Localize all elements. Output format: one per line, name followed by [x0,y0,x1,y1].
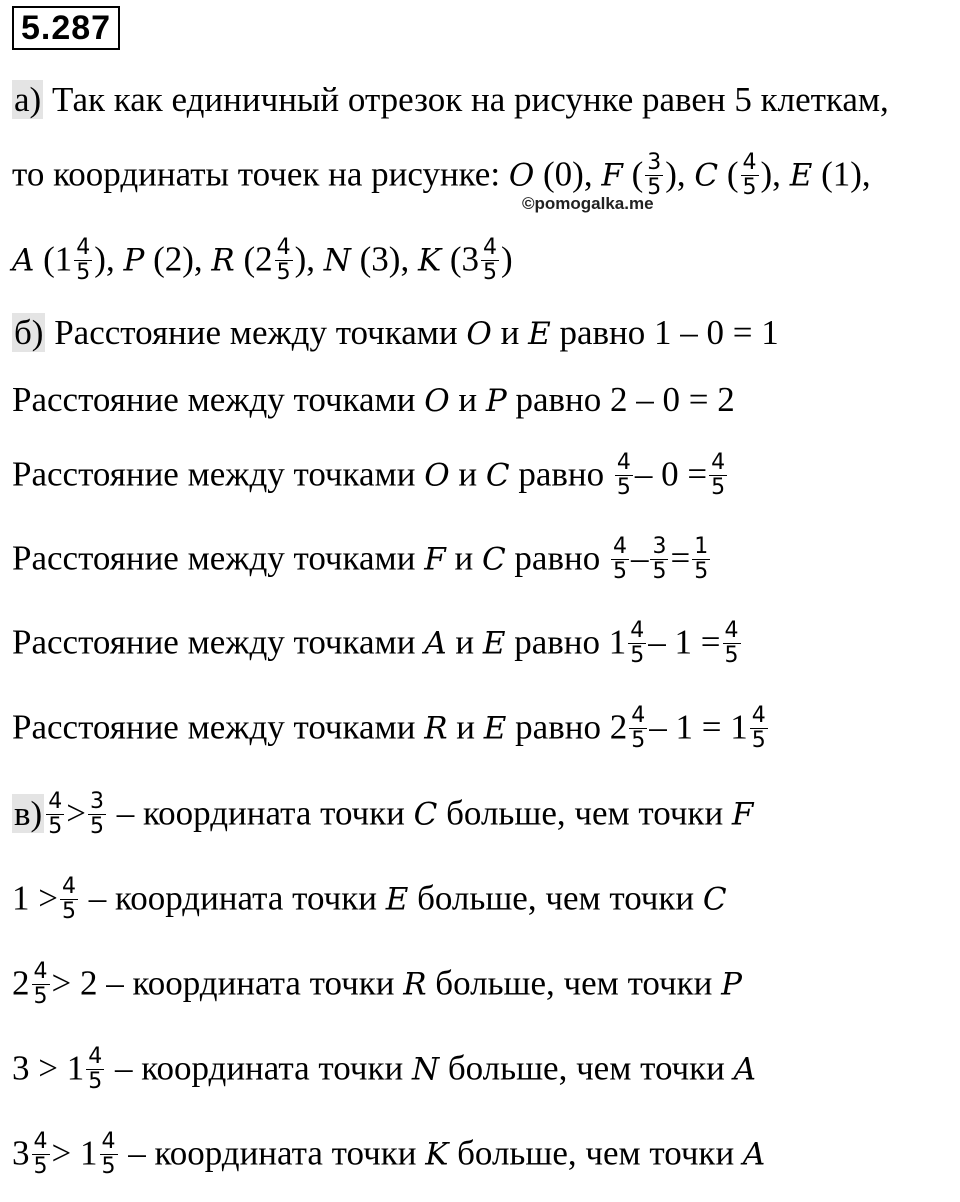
part-a-coords-text: то координаты точек на рисунке: [12,154,501,194]
point-n-value: (3) [359,239,401,279]
fraction: $\frac{4}{5}$ [48,789,63,839]
part-c-row-2: 1 > $\frac{4}{5}$ – координата точки E больше, чем точки C [12,874,727,924]
fraction: $\frac{4}{5}$ [33,1129,48,1179]
point-e-value: (1) [821,154,862,194]
point-e-label: E [789,157,813,194]
point-n-label: N [323,242,351,279]
part-a-line-2: то координаты точек на рисунке: O (0), F ( $\frac{3}{5}$ ), C ( $\frac{4}{5}$ ), E (1), [12,150,871,200]
fraction: $\frac{1}{5}$ [694,534,709,584]
point-o-value: (0) [543,154,584,194]
part-c-row-1: в) $\frac{4}{5}$ > $\frac{3}{5}$ – координата точки C больше, чем точки F [14,789,754,839]
part-b-row-6: Расстояние между точками R и E равно 2 $\frac{4}{5}$ – 1 = 1 $\frac{4}{5}$ [12,703,766,753]
fraction: $\frac{4}{5}$ [751,703,766,753]
point-k-fraction: $\frac{4}{5}$ [483,235,498,285]
part-b-row-1: б) Расстояние между точками O и E равно 1 – 0 = 1 [14,313,779,352]
part-c-row-4: 3 > 1 $\frac{4}{5}$ – координата точки N больше, чем точки A [12,1044,757,1094]
fraction: $\frac{3}{5}$ [652,534,667,584]
watermark: ©pomogalka.me [522,194,654,213]
fraction: $\frac{3}{5}$ [89,789,104,839]
fraction: $\frac{4}{5}$ [630,618,645,668]
point-p-label: P [123,242,145,279]
problem-number: 5.287 [12,6,120,50]
fraction: $\frac{4}{5}$ [616,450,631,500]
point-a-label: A [12,242,35,279]
part-a-marker: а) [14,80,42,119]
part-a-intro: Так как единичный отрезок на рисунке равен 5 клеткам, [51,80,889,119]
fraction: $\frac{4}{5}$ [711,450,726,500]
point-k-label: K [417,242,442,279]
fraction: $\frac{4}{5}$ [612,534,627,584]
point-f-fraction: $\frac{3}{5}$ [647,150,662,200]
point-c-label: C [694,157,719,194]
fraction: $\frac{4}{5}$ [62,874,76,924]
part-b-row-2: Расстояние между точками O и P равно 2 – 0 = 2 [12,380,735,419]
point-f-label: F [601,157,623,194]
part-c-marker: в) [14,793,43,833]
fraction: $\frac{4}{5}$ [88,1044,103,1094]
fraction: $\frac{4}{5}$ [101,1129,116,1179]
point-r-fraction: $\frac{4}{5}$ [276,235,291,285]
fraction: $\frac{4}{5}$ [631,703,646,753]
point-c-fraction: $\frac{4}{5}$ [742,150,757,200]
point-r-label: R [211,242,235,279]
part-b-row-4: Расстояние между точками F и C равно $\frac{4}{5}$ – $\frac{3}{5}$ = $\frac{1}{5}$ [12,534,709,584]
part-a-line-3: A (1 $\frac{4}{5}$ ), P (2), R (2 $\frac{4}{5}$ ), N (3), K (3 $\frac{4}{5}$ ) [12,235,513,285]
fraction: $\frac{4}{5}$ [33,959,48,1009]
part-c-row-5: 3 $\frac{4}{5}$ > 1 $\frac{4}{5}$ – координата точки K больше, чем точки A [12,1129,766,1179]
fraction: $\frac{4}{5}$ [724,618,739,668]
point-o-label: O [508,157,535,194]
point-a-fraction: $\frac{4}{5}$ [76,235,91,285]
point-p-value: (2) [153,239,194,279]
part-a-line-1 [12,80,889,120]
part-b-row-3: Расстояние между точками O и C равно $\frac{4}{5}$ – 0 = $\frac{4}{5}$ [12,450,726,500]
part-b-row-5: Расстояние между точками A и E равно 1 $\frac{4}{5}$ – 1 = $\frac{4}{5}$ [12,618,739,668]
part-c-row-3: 2 $\frac{4}{5}$ > 2 – координата точки R больше, чем точки P [12,959,742,1009]
part-b-marker: б) [14,313,44,352]
